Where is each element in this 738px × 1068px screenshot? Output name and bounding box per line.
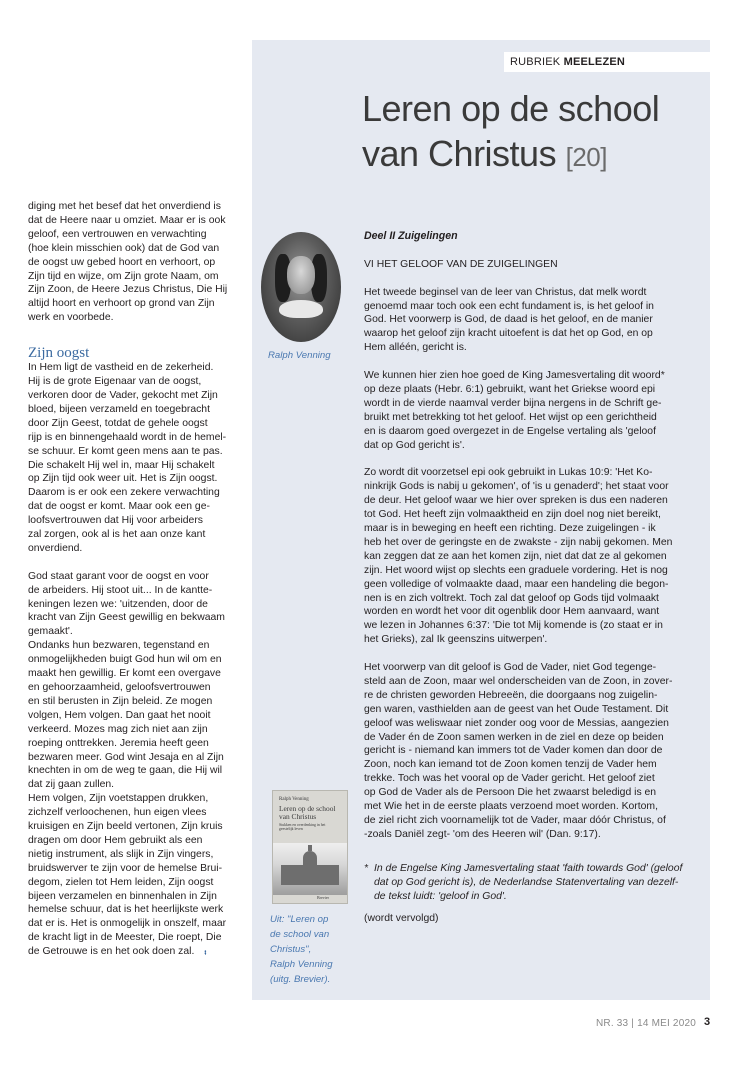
footnote xyxy=(364,862,694,904)
text-line: Hij is de grote Eigenaar van de oogst, xyxy=(28,376,202,388)
text-line: zijn. Het woord wijst op slechts een graduele vordering. Het is nog xyxy=(364,564,668,576)
part-heading: Deel II Zuigelingen xyxy=(364,230,458,242)
text-line: wordt in de vierde naamval verder bijna nergens in de Schrift ge- xyxy=(364,397,662,409)
last-line xyxy=(28,945,238,959)
title-number: [20] xyxy=(565,142,607,172)
text-line: dragen om door Hem gebruikt als een xyxy=(28,834,203,846)
text-line: dat op God gericht is), de Nederlandse Statenvertaling van dezelf- xyxy=(374,876,679,888)
text-line: Zoon, noch kan iemand tot de Zoon komen tenzij de Vader hem xyxy=(364,759,657,771)
text-line: de ziel richt zich voornamelijk tot de Vader, maar dóór Christus, of xyxy=(364,814,666,826)
text-line: op God de Vader als de Persoon Die het zwaarst beledigd is en xyxy=(364,787,657,799)
text-line: We kunnen hier zien hoe goed de King Jamesvertaling dit woord* xyxy=(364,370,665,382)
intro-paragraph xyxy=(28,200,238,325)
text-line: Zo wordt dit voorzetsel epi ook gebruikt in Lukas 10:9: 'Het Ko- xyxy=(364,467,653,479)
left-column xyxy=(28,200,238,959)
paragraph-2 xyxy=(28,570,238,945)
text-line: dat de Heere naar u omziet. Maar er is ook xyxy=(28,214,226,226)
text-line: altijd hoort en verhoort op grond van Zijn xyxy=(28,298,215,310)
rubriek-prefix: RUBRIEK xyxy=(510,56,561,68)
text-line: maakt hen gewillig. Er komt een overgave xyxy=(28,668,221,680)
portrait-caption: Ralph Venning xyxy=(268,350,331,361)
text-line: -zoals Daniël zegt- 'om des Heeren wil' (Dan. 9:17). xyxy=(364,828,601,840)
text-line: gericht is - niemand kan immers tot de Vader komen dan door de xyxy=(364,745,663,757)
text-line: knechten in om de weg te gaan, die Hij wil xyxy=(28,765,223,777)
last-line-text: de Getrouwe is en het ook doen zal. xyxy=(28,946,195,958)
text-line: ninkrijk Gods is nabij u gekomen', of 'is u genaderd'; het staat voor xyxy=(364,481,669,493)
issue-info: NR. 33 | 14 MEI 2020 xyxy=(596,1018,696,1029)
text-line: heb het over de geringste en de zwakste - zijn nabij gekomen. Men xyxy=(364,536,673,548)
text-line: bruidswerver te zijn voor de hemelse Brui- xyxy=(28,862,223,874)
text-line: God staat garant voor de oogst en voor xyxy=(28,570,209,582)
text-line: bezwaren meer. God wint Jesaja en al Zijn xyxy=(28,751,224,763)
footnote-star: * xyxy=(364,862,369,874)
text-line: zal zorgen, ook al is het aan onze kant xyxy=(28,529,206,541)
text-line: hemelse schuur, dat is het heerlijkste werk xyxy=(28,904,224,916)
text-line: keningen lezen we: 'uitzenden, door de xyxy=(28,598,208,610)
text-line: Hem alléén, gericht is. xyxy=(364,342,467,354)
text-line: loofsvertrouwen dat Hij voor arbeiders xyxy=(28,515,203,527)
book-subtitle: Stukken en overdenking in het geestelijk leven xyxy=(279,823,326,831)
text-line: dat er is. Het is onmogelijk in onszelf, maar xyxy=(28,918,227,930)
title-line-2: van Christus xyxy=(362,133,557,174)
text-line: geloof, een vertrouwen en verwachting xyxy=(28,228,207,240)
portrait-image xyxy=(261,232,341,342)
text-line: In de Engelse King Jamesvertaling staat 'faith towards God' (geloof xyxy=(374,862,683,874)
text-line: zichzelf verloochenen, hun eigen vlees xyxy=(28,807,207,819)
rubriek-label xyxy=(504,52,710,72)
text-line: Zijn Zoon, de Heere Jezus Christus, Die Hij xyxy=(28,284,228,296)
text-line: Ralph Venning xyxy=(270,959,333,970)
text-line: worden en wordt het voor dit ogenblik door Hem aanvaard, want xyxy=(364,606,660,618)
book-caption xyxy=(270,912,354,987)
text-line: en gehoorzaamheid, geloofsvertrouwen xyxy=(28,681,211,693)
footnote-text xyxy=(374,862,694,904)
text-line: (hoe klein misschien ook) dat de God van xyxy=(28,242,220,254)
book-cover-image xyxy=(272,790,348,904)
text-line: roeping onttrekken. Jeremia heeft geen xyxy=(28,737,209,749)
text-line: en is daarom goed overgezet in de Engelse vertaling als 'geloof xyxy=(364,425,656,437)
text-line: dat de oogst er komt. Maar ook een ge- xyxy=(28,501,210,513)
text-line: rijp is en binnengehaald wordt in de hemel- xyxy=(28,431,227,443)
text-line: Het voorwerp van dit geloof is God de Vader, niet God tegenge- xyxy=(364,662,657,674)
text-line: de deur. Het geloof waar we hier over spreken is dus een naderen xyxy=(364,495,668,507)
text-line: Hem volgen, Zijn voetstappen drukken, xyxy=(28,793,209,805)
book-author: Ralph Venning xyxy=(279,797,309,802)
text-line: de arbeiders. Hij stoot uit... In de kantte- xyxy=(28,584,213,596)
title-line-1: Leren op de school xyxy=(362,88,660,129)
text-line: onmogelijkheden buigt God hun wil om en xyxy=(28,654,222,666)
text-line: geen volledige of volmaakte daad, maar een handeling die begon- xyxy=(364,578,669,590)
text-line: de oogst uw gebed hoort en verhoort, op xyxy=(28,256,216,268)
text-line: dat op God gericht is'. xyxy=(364,439,465,451)
text-line: de tekst luidt: 'geloof in God'. xyxy=(374,890,507,902)
text-line: verkoren door de Vader, gekocht met Zijn xyxy=(28,389,218,401)
text-line: waarop het geloof zijn kracht uitoefent is dat het op God, en op xyxy=(364,328,653,340)
right-paragraph-3 xyxy=(364,466,694,647)
text-line: verkeerd. Mozes mag zich niet aan zijn xyxy=(28,723,208,735)
text-line: kruisigen en Zijn beeld vertonen, Zijn kruis xyxy=(28,821,223,833)
text-line: bruikt met betrekking tot het geloof. Het wijst op een gerichtheid xyxy=(364,411,657,423)
text-line: degom, zielen tot Hem leiden, Zijn oogst xyxy=(28,876,214,888)
text-line: en stil berusten in Zijn beleid. Ze mogen xyxy=(28,695,213,707)
text-line: Die schakelt Hij wel in, maar Hij schakelt xyxy=(28,459,215,471)
page-number: 3 xyxy=(704,1016,711,1028)
text-line: dat zij gaan zullen. xyxy=(28,779,115,791)
text-line: de school van xyxy=(270,929,330,940)
text-line: nen is en zich voltrekt. Toch zal dat geloof op Gods tijd volmaakt xyxy=(364,592,659,604)
text-line: trekke. Toch was het vooral op de Vader gericht. Het geloof ziet xyxy=(364,773,655,785)
book-publisher: Brevier xyxy=(317,895,329,900)
end-of-article-icon: ⨾ xyxy=(204,946,207,958)
article-title xyxy=(362,86,702,180)
text-line: kracht van Zijn Geest gewillig en bekwaam xyxy=(28,612,225,624)
text-line: (uitg. Brevier). xyxy=(270,974,331,985)
book-title xyxy=(279,805,335,821)
text-line: tot God. Het heeft zijn volmaaktheid en zijn doel nog niet bereikt, xyxy=(364,509,661,521)
text-line: op deze plaats (Hebr. 6:1) gebruikt, want het Griekse woord epi xyxy=(364,383,656,395)
text-line: Christus", xyxy=(270,944,312,955)
text-line: Ondanks hun bezwaren, tegenstand en xyxy=(28,640,210,652)
paragraph-1 xyxy=(28,361,238,556)
book-title-line-2: van Christus xyxy=(279,812,317,821)
right-column xyxy=(364,230,694,925)
to-be-continued: (wordt vervolgd) xyxy=(364,912,439,924)
text-line: genoemd maar toch ook een echt fundament is, is het geloof in xyxy=(364,300,654,312)
text-line: Uit: "Leren op xyxy=(270,914,329,925)
right-paragraph-1 xyxy=(364,286,694,356)
text-line: op Zijn tijd ook weer uit. Het is Zijn oogst. xyxy=(28,473,218,485)
section-heading: Zijn oogst xyxy=(28,345,90,362)
text-line: God. Het voorwerp is God, de daad is het geloof, en de manier xyxy=(364,314,653,326)
text-line: bijeen verzamelen en binnenhalen in Zijn xyxy=(28,890,217,902)
text-line: we lezen in Johannes 6:37: 'Die tot Mij komende is (zo staat er in xyxy=(364,620,663,632)
text-line: Zijn tijd en wijze, om Zijn grote Naam, om xyxy=(28,270,219,282)
text-line: Het tweede beginsel van de leer van Christus, dat melk wordt xyxy=(364,286,647,298)
text-line: het Grieks), zal Ik geenszins uitwerpen'. xyxy=(364,634,548,646)
text-line: Daarom is er ook een zekere verwachting xyxy=(28,487,220,499)
text-line: met Wie het in de eerste plaats verzoend moet worden. Kortom, xyxy=(364,801,658,813)
text-line: se schuur. Er komt geen mens aan te pas. xyxy=(28,445,223,457)
text-line: In Hem ligt de vastheid en de zekerheid. xyxy=(28,362,214,374)
rubriek-name: MEELEZEN xyxy=(563,56,626,68)
book-cover-photo xyxy=(273,843,347,895)
text-line: diging met het besef dat het onverdiend is xyxy=(28,201,221,212)
text-line: volgen, Hem volgen. Dan gaat het nooit xyxy=(28,709,211,721)
text-line: de Vader én de Zoon samen werken in de ziel en deze op beiden xyxy=(364,731,664,743)
text-line: de kracht ligt in de Meester, Die roept, Die xyxy=(28,932,222,944)
text-line: maar is in beweging en heeft een richting. Deze zuigelingen - ik xyxy=(364,522,656,534)
chapter-heading: VI HET GELOOF VAN DE ZUIGELINGEN xyxy=(364,258,558,270)
text-line: bloed, bijeen verzameld en toegebracht xyxy=(28,403,210,415)
text-line: onverdiend. xyxy=(28,542,83,554)
right-paragraph-4 xyxy=(364,661,694,842)
text-line: nietig instrument, als slijk in Zijn vingers, xyxy=(28,848,214,860)
text-line: gemaakt'. xyxy=(28,626,73,638)
text-line: gen waren, vasthielden aan de geest van het Oude Testament. Dit xyxy=(364,703,669,715)
right-paragraph-2 xyxy=(364,369,694,452)
text-line: werk en voorbede. xyxy=(28,312,114,324)
text-line: kan zeggen dat ze aan het komen zijn, niet dat dat ze al gekomen xyxy=(364,550,667,562)
book-title-line-1: Leren op de school xyxy=(279,804,336,813)
text-line: steld aan de Zoon, maar wel onderscheiden van de Zoon, in zover- xyxy=(364,675,673,687)
text-line: door Zijn Geest, totdat de gehele oogst xyxy=(28,417,208,429)
text-line: geloof was weliswaar niet zonder oog voor de Messias, aangezien xyxy=(364,717,669,729)
text-line: re de christen geworden Hebreeën, die doorgaans nog zuigelin- xyxy=(364,689,658,701)
